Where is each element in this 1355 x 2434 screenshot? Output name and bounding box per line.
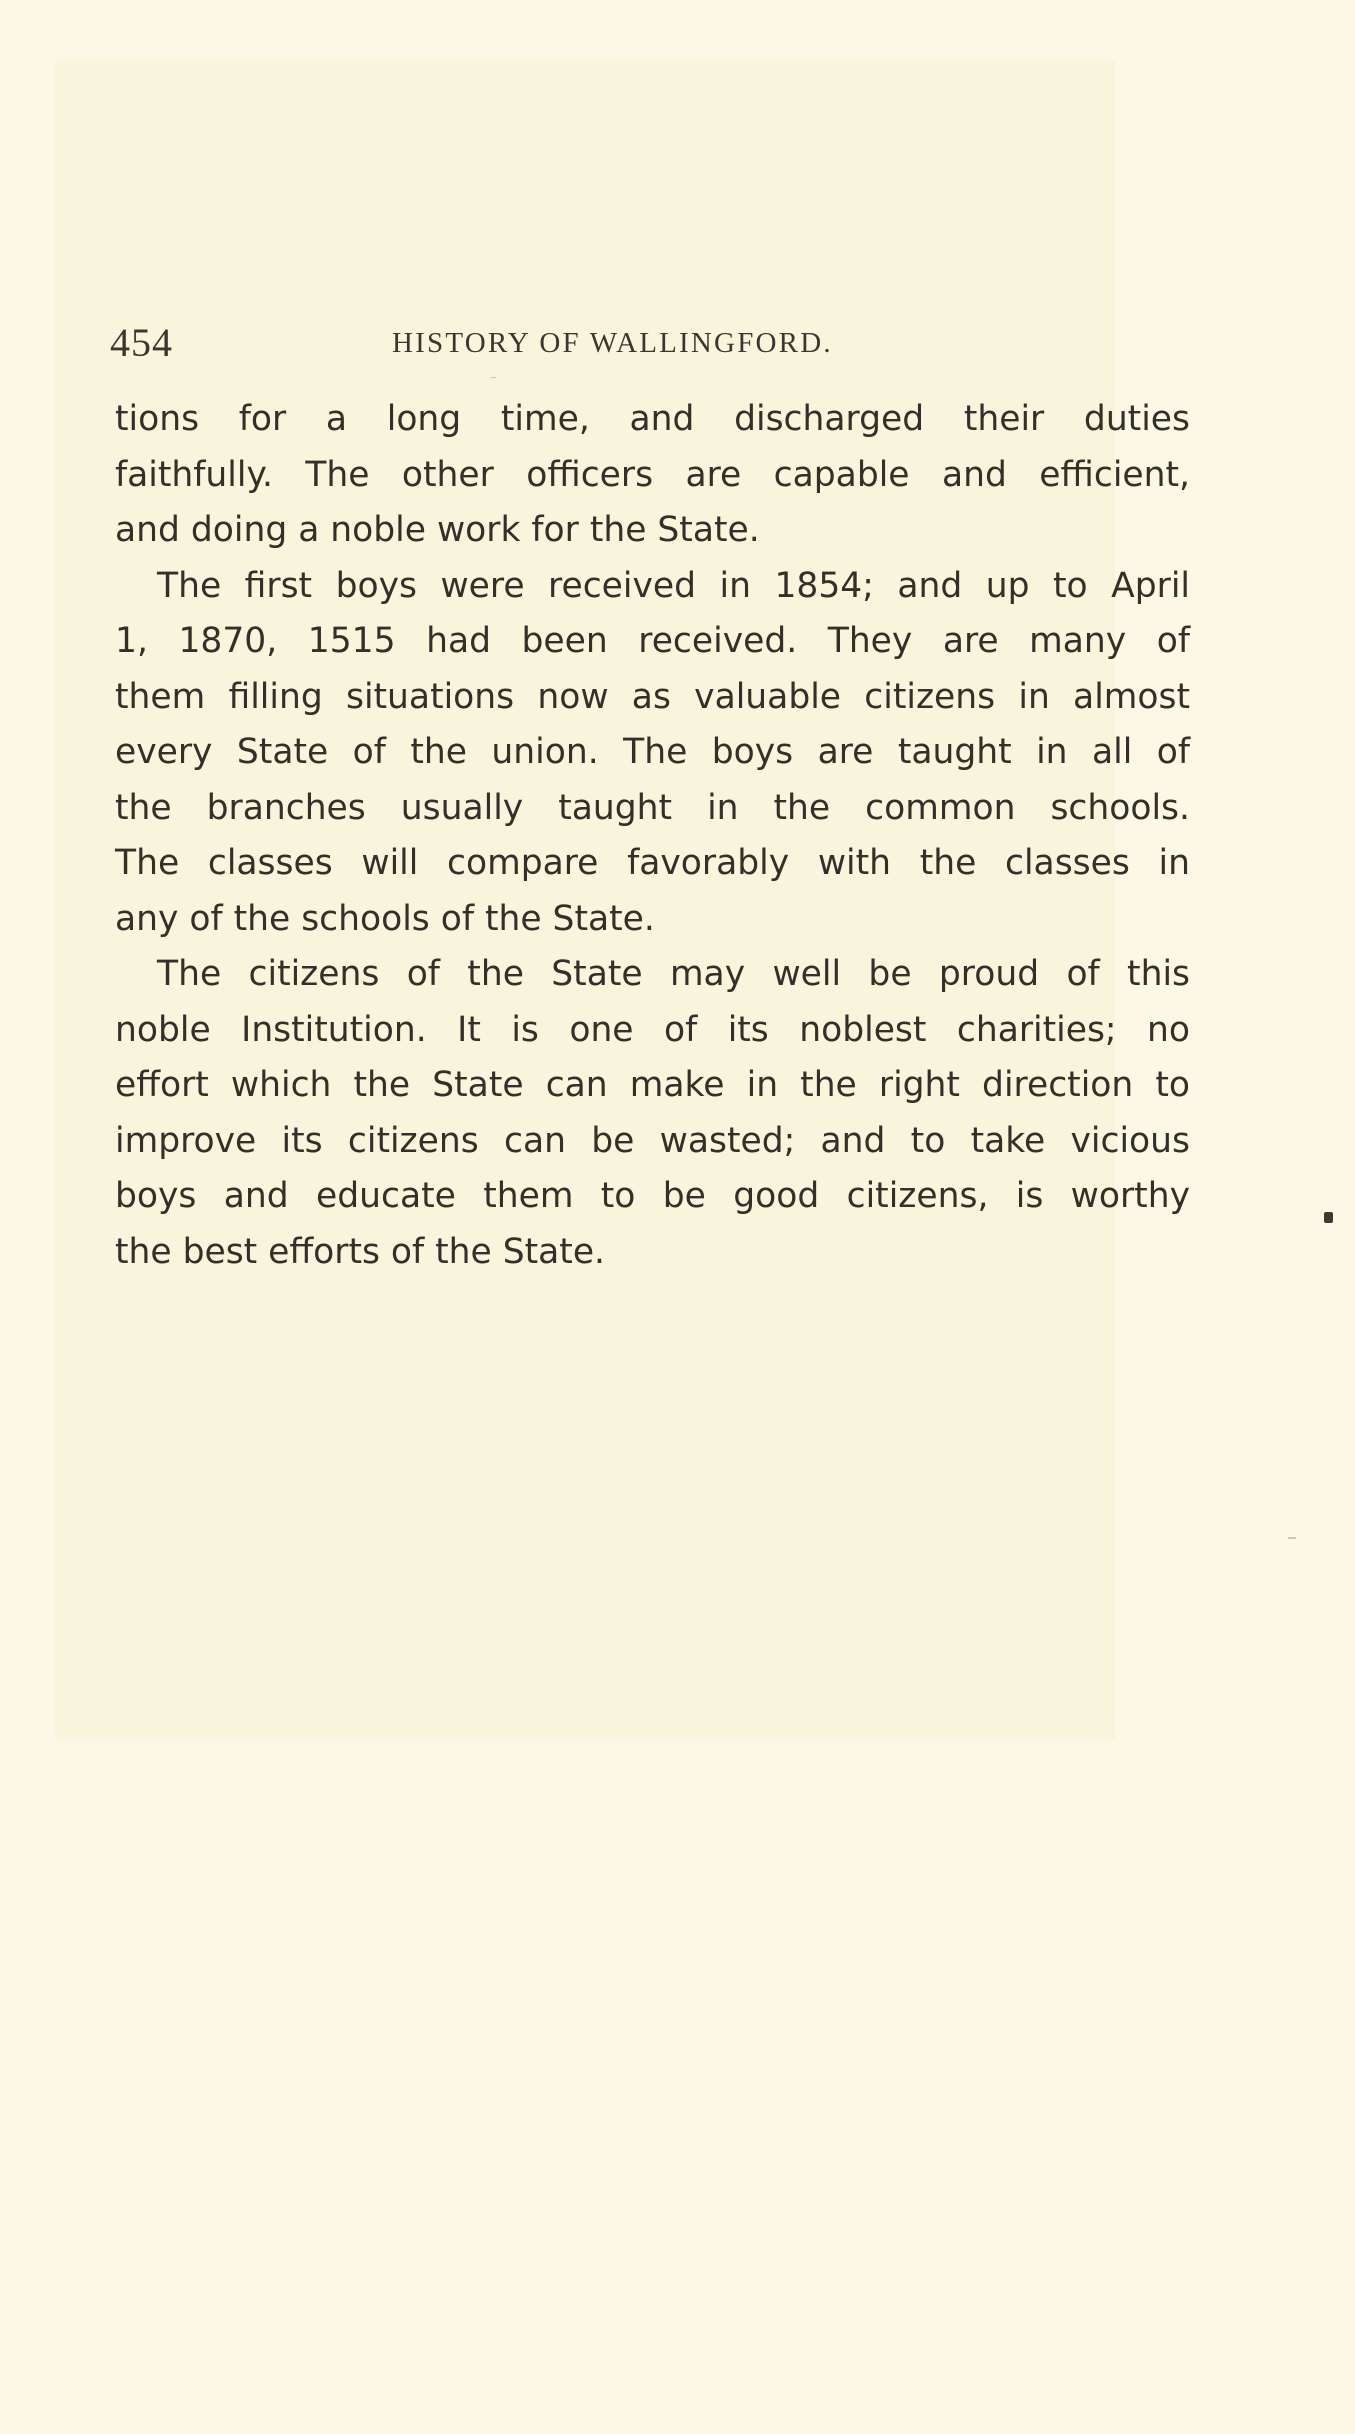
text-line: The first boys were received in 1854; and up to April [157,565,1190,606]
body-text [115,392,1190,1280]
text-line: The citizens of the State may well be proud of this [157,954,1190,994]
margin-tick [490,377,496,378]
text-line: 1, 1870, 1515 had been received. They are many of [115,621,1190,661]
text-line: any of the schools of the State. [115,898,655,939]
text-line: boys and educate them to be good citizens, is worthy [115,1176,1190,1216]
text-line: every State of the union. The boys are taught in all of [115,732,1190,772]
text-line: improve its citizens can be wasted; and to take vicious [115,1120,1190,1161]
text-line: effort which the State can make in the right direction to [115,1065,1190,1105]
text-line: the branches usually taught in the common schools. [115,787,1190,828]
text-line: noble Institution. It is one of its noblest charities; no [115,1009,1190,1050]
page-number: 454 [110,320,173,365]
running-title: HISTORY OF WALLINGFORD. [392,327,833,359]
text-line: faithfully. The other officers are capable and efficient, [115,454,1190,495]
running-header [110,318,1195,368]
text-line: The classes will compare favorably with the classes in [115,843,1190,883]
margin-mark [1324,1212,1333,1223]
text-line: them filling situations now as valuable citizens in almost [115,676,1190,717]
text-line: and doing a noble work for the State. [115,510,760,550]
margin-tick [1288,1537,1296,1539]
text-line: tions for a long time, and discharged their duties [115,399,1190,439]
text-line: the best efforts of the State. [115,1231,606,1272]
